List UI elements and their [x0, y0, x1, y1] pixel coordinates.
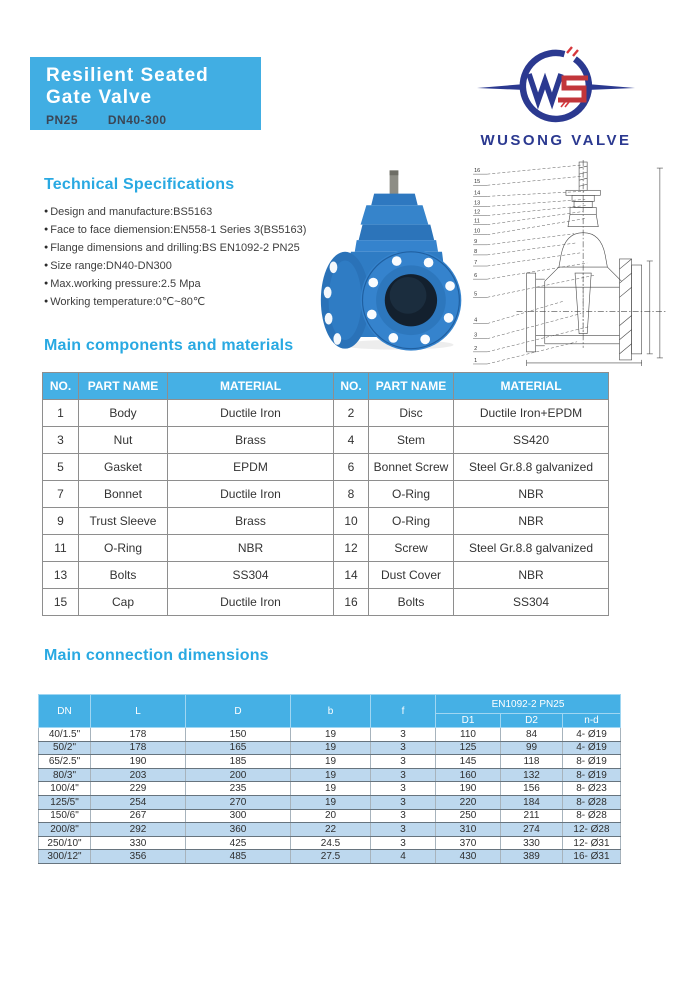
dimensions-header-row1 — [39, 695, 621, 714]
table-cell: Nut — [79, 427, 168, 454]
table-cell: Bolts — [79, 562, 168, 589]
table-cell: 4 — [334, 427, 369, 454]
table-cell: EPDM — [168, 454, 334, 481]
table-cell: 6 — [334, 454, 369, 481]
column-header: NO. — [43, 373, 79, 400]
table-cell: 190 — [436, 782, 501, 796]
table-cell: NBR — [454, 508, 609, 535]
spec-item: ● Size range:DN40-DN300 — [44, 257, 306, 275]
component-row — [43, 508, 609, 535]
table-cell: 300 — [186, 809, 291, 823]
column-header: MATERIAL — [168, 373, 334, 400]
spec-item: ● Working temperature:0℃~80℃ — [44, 293, 306, 311]
table-cell: Dust Cover — [369, 562, 454, 589]
dimension-row — [39, 755, 621, 769]
table-cell: 12- Ø28 — [563, 823, 621, 837]
component-row — [43, 400, 609, 427]
spec-item: ● Face to face diemension:EN558-1 Series 3(BS5163) — [44, 221, 306, 239]
valve-drawing — [472, 160, 668, 367]
table-cell: 3 — [43, 427, 79, 454]
drawing-part-number: 9 — [474, 238, 478, 245]
spec-list — [44, 203, 306, 311]
drawing-part-number: 14 — [474, 190, 481, 197]
drawing-part-number: 13 — [474, 200, 481, 207]
dimension-row — [39, 836, 621, 850]
table-cell: 150 — [186, 728, 291, 742]
drawing-part-number: 16 — [474, 168, 481, 175]
table-cell: 150/6" — [39, 809, 91, 823]
table-cell: NBR — [454, 481, 609, 508]
table-cell: 16 — [334, 589, 369, 616]
drawing-part-number: 12 — [474, 209, 481, 216]
drawing-part-number: 8 — [474, 248, 478, 255]
dimension-row — [39, 741, 621, 755]
table-cell: 12- Ø31 — [563, 836, 621, 850]
table-cell: Bonnet Screw — [369, 454, 454, 481]
table-cell: 200/8" — [39, 823, 91, 837]
section-title-dimensions: Main connection dimensions — [44, 647, 269, 664]
table-cell: 80/3" — [39, 768, 91, 782]
table-cell: 3 — [371, 741, 436, 755]
table-cell: Brass — [168, 508, 334, 535]
table-cell: 125/5" — [39, 795, 91, 809]
table-cell: Body — [79, 400, 168, 427]
table-cell: Steel Gr.8.8 galvanized — [454, 454, 609, 481]
component-row — [43, 589, 609, 616]
table-cell: 14 — [334, 562, 369, 589]
table-cell: Cap — [79, 589, 168, 616]
table-cell: 229 — [91, 782, 186, 796]
components-header-row — [43, 373, 609, 400]
drawing-part-number: 15 — [474, 179, 481, 186]
component-row — [43, 454, 609, 481]
table-cell: 1 — [43, 400, 79, 427]
table-cell: SS420 — [454, 427, 609, 454]
column-header: D2 — [501, 714, 563, 728]
table-cell: 203 — [91, 768, 186, 782]
table-cell: 3 — [371, 823, 436, 837]
table-cell: 330 — [91, 836, 186, 850]
table-cell: 4- Ø19 — [563, 728, 621, 742]
table-cell: 185 — [186, 755, 291, 769]
table-cell: 3 — [371, 809, 436, 823]
table-cell: 145 — [436, 755, 501, 769]
table-cell: Ductile Iron — [168, 400, 334, 427]
column-header: PART NAME — [79, 373, 168, 400]
table-cell: O-Ring — [369, 481, 454, 508]
dimension-row — [39, 768, 621, 782]
table-cell: 356 — [91, 850, 186, 864]
table-cell: Screw — [369, 535, 454, 562]
table-cell: 40/1.5" — [39, 728, 91, 742]
column-header: b — [291, 695, 371, 728]
table-cell: Ductile Iron — [168, 481, 334, 508]
table-cell: 22 — [291, 823, 371, 837]
table-cell: 100/4" — [39, 782, 91, 796]
table-cell: 250 — [436, 809, 501, 823]
table-cell: 12 — [334, 535, 369, 562]
table-cell: SS304 — [168, 562, 334, 589]
dimension-row — [39, 782, 621, 796]
table-cell: 2 — [334, 400, 369, 427]
table-cell: 3 — [371, 795, 436, 809]
dimension-row — [39, 809, 621, 823]
table-cell: 3 — [371, 728, 436, 742]
table-cell: 200 — [186, 768, 291, 782]
drawing-part-number: 7 — [474, 260, 478, 267]
table-cell: SS304 — [454, 589, 609, 616]
table-cell: 8- Ø19 — [563, 768, 621, 782]
dimension-row — [39, 850, 621, 864]
table-cell: 330 — [501, 836, 563, 850]
product-title-block — [30, 57, 261, 130]
table-cell: 15 — [43, 589, 79, 616]
column-header: D — [186, 695, 291, 728]
table-cell: Ductile Iron+EPDM — [454, 400, 609, 427]
table-cell: 132 — [501, 768, 563, 782]
table-cell: 156 — [501, 782, 563, 796]
dimension-row — [39, 728, 621, 742]
product-title-line1: Resilient Seated — [46, 65, 209, 86]
table-cell: Steel Gr.8.8 galvanized — [454, 535, 609, 562]
table-cell: 65/2.5" — [39, 755, 91, 769]
component-row — [43, 481, 609, 508]
table-cell: 20 — [291, 809, 371, 823]
table-cell: 8- Ø28 — [563, 795, 621, 809]
company-name: WUSONG VALVE — [480, 132, 632, 149]
table-cell: Trust Sleeve — [79, 508, 168, 535]
table-cell: 270 — [186, 795, 291, 809]
table-cell: 8- Ø23 — [563, 782, 621, 796]
section-title-components: Main components and materials — [44, 337, 294, 354]
section-title-specs: Technical Specifications — [44, 176, 235, 193]
table-cell: 250/10" — [39, 836, 91, 850]
components-table — [42, 372, 609, 616]
dimensions-table — [38, 694, 621, 864]
table-cell: Gasket — [79, 454, 168, 481]
product-title-line2: Gate Valve — [46, 87, 153, 108]
table-cell: 84 — [501, 728, 563, 742]
table-cell: 235 — [186, 782, 291, 796]
valve-photo — [316, 168, 471, 353]
table-cell: 3 — [371, 782, 436, 796]
dimension-row — [39, 823, 621, 837]
table-cell: O-Ring — [369, 508, 454, 535]
component-row — [43, 562, 609, 589]
table-cell: 19 — [291, 795, 371, 809]
table-cell: 485 — [186, 850, 291, 864]
table-cell: Bolts — [369, 589, 454, 616]
table-cell: 190 — [91, 755, 186, 769]
table-cell: 254 — [91, 795, 186, 809]
table-cell: 16- Ø31 — [563, 850, 621, 864]
column-header: MATERIAL — [454, 373, 609, 400]
table-cell: 9 — [43, 508, 79, 535]
table-cell: 370 — [436, 836, 501, 850]
table-cell: NBR — [168, 535, 334, 562]
table-cell: 4 — [371, 850, 436, 864]
dimension-row — [39, 795, 621, 809]
table-cell: Stem — [369, 427, 454, 454]
drawing-part-number: 10 — [474, 228, 481, 235]
product-subtitle — [46, 113, 261, 127]
column-header: f — [371, 695, 436, 728]
spec-item: ● Design and manufacture:BS5163 — [44, 203, 306, 221]
table-cell: 178 — [91, 741, 186, 755]
table-cell: 11 — [43, 535, 79, 562]
table-cell: 19 — [291, 741, 371, 755]
column-header: DN — [39, 695, 91, 728]
dn-range: DN40-300 — [107, 113, 167, 127]
table-cell: 184 — [501, 795, 563, 809]
table-cell: 50/2" — [39, 741, 91, 755]
company-logo — [456, 44, 656, 149]
table-cell: 310 — [436, 823, 501, 837]
table-cell: 27.5 — [291, 850, 371, 864]
table-cell: 300/12" — [39, 850, 91, 864]
drawing-part-number: 1 — [474, 357, 478, 364]
table-cell: 267 — [91, 809, 186, 823]
column-header: PART NAME — [369, 373, 454, 400]
table-cell: 8- Ø28 — [563, 809, 621, 823]
table-cell: 220 — [436, 795, 501, 809]
table-cell: 4- Ø19 — [563, 741, 621, 755]
column-header: NO. — [334, 373, 369, 400]
column-header: L — [91, 695, 186, 728]
drawing-part-number: 4 — [474, 317, 478, 324]
drawing-part-number: 6 — [474, 273, 478, 280]
pn-rating: PN25 — [46, 113, 79, 127]
table-cell: 8- Ø19 — [563, 755, 621, 769]
table-cell: 7 — [43, 481, 79, 508]
table-cell: 3 — [371, 768, 436, 782]
table-cell: 24.5 — [291, 836, 371, 850]
table-cell: 3 — [371, 755, 436, 769]
spec-item: ● Max.working pressure:2.5 Mpa — [44, 275, 306, 293]
table-cell: 274 — [501, 823, 563, 837]
column-header: n-d — [563, 714, 621, 728]
table-cell: 110 — [436, 728, 501, 742]
drawing-part-number: 3 — [474, 332, 478, 339]
table-cell: 360 — [186, 823, 291, 837]
drawing-part-number: 11 — [474, 218, 480, 225]
table-cell: 178 — [91, 728, 186, 742]
table-cell: 3 — [371, 836, 436, 850]
table-cell: 125 — [436, 741, 501, 755]
table-cell: 8 — [334, 481, 369, 508]
table-cell: 10 — [334, 508, 369, 535]
spec-item: ● Flange dimensions and drilling:BS EN1092-2 PN25 — [44, 239, 306, 257]
table-cell: NBR — [454, 562, 609, 589]
table-cell: 99 — [501, 741, 563, 755]
table-cell: 19 — [291, 768, 371, 782]
table-cell: 211 — [501, 809, 563, 823]
logo-mark-icon — [461, 44, 651, 130]
table-cell: Bonnet — [79, 481, 168, 508]
table-cell: 5 — [43, 454, 79, 481]
table-cell: Ductile Iron — [168, 589, 334, 616]
column-group-header: EN1092-2 PN25 — [436, 695, 621, 714]
table-cell: 389 — [501, 850, 563, 864]
table-cell: 19 — [291, 728, 371, 742]
drawing-part-number: 2 — [474, 345, 478, 352]
table-cell: 19 — [291, 755, 371, 769]
table-cell: O-Ring — [79, 535, 168, 562]
drawing-part-number: 5 — [474, 291, 478, 298]
table-cell: 165 — [186, 741, 291, 755]
table-cell: 19 — [291, 782, 371, 796]
table-cell: Brass — [168, 427, 334, 454]
table-cell: 292 — [91, 823, 186, 837]
component-row — [43, 427, 609, 454]
table-cell: 13 — [43, 562, 79, 589]
table-cell: 118 — [501, 755, 563, 769]
component-row — [43, 535, 609, 562]
table-cell: 430 — [436, 850, 501, 864]
table-cell: 160 — [436, 768, 501, 782]
column-header: D1 — [436, 714, 501, 728]
table-cell: Disc — [369, 400, 454, 427]
table-cell: 425 — [186, 836, 291, 850]
